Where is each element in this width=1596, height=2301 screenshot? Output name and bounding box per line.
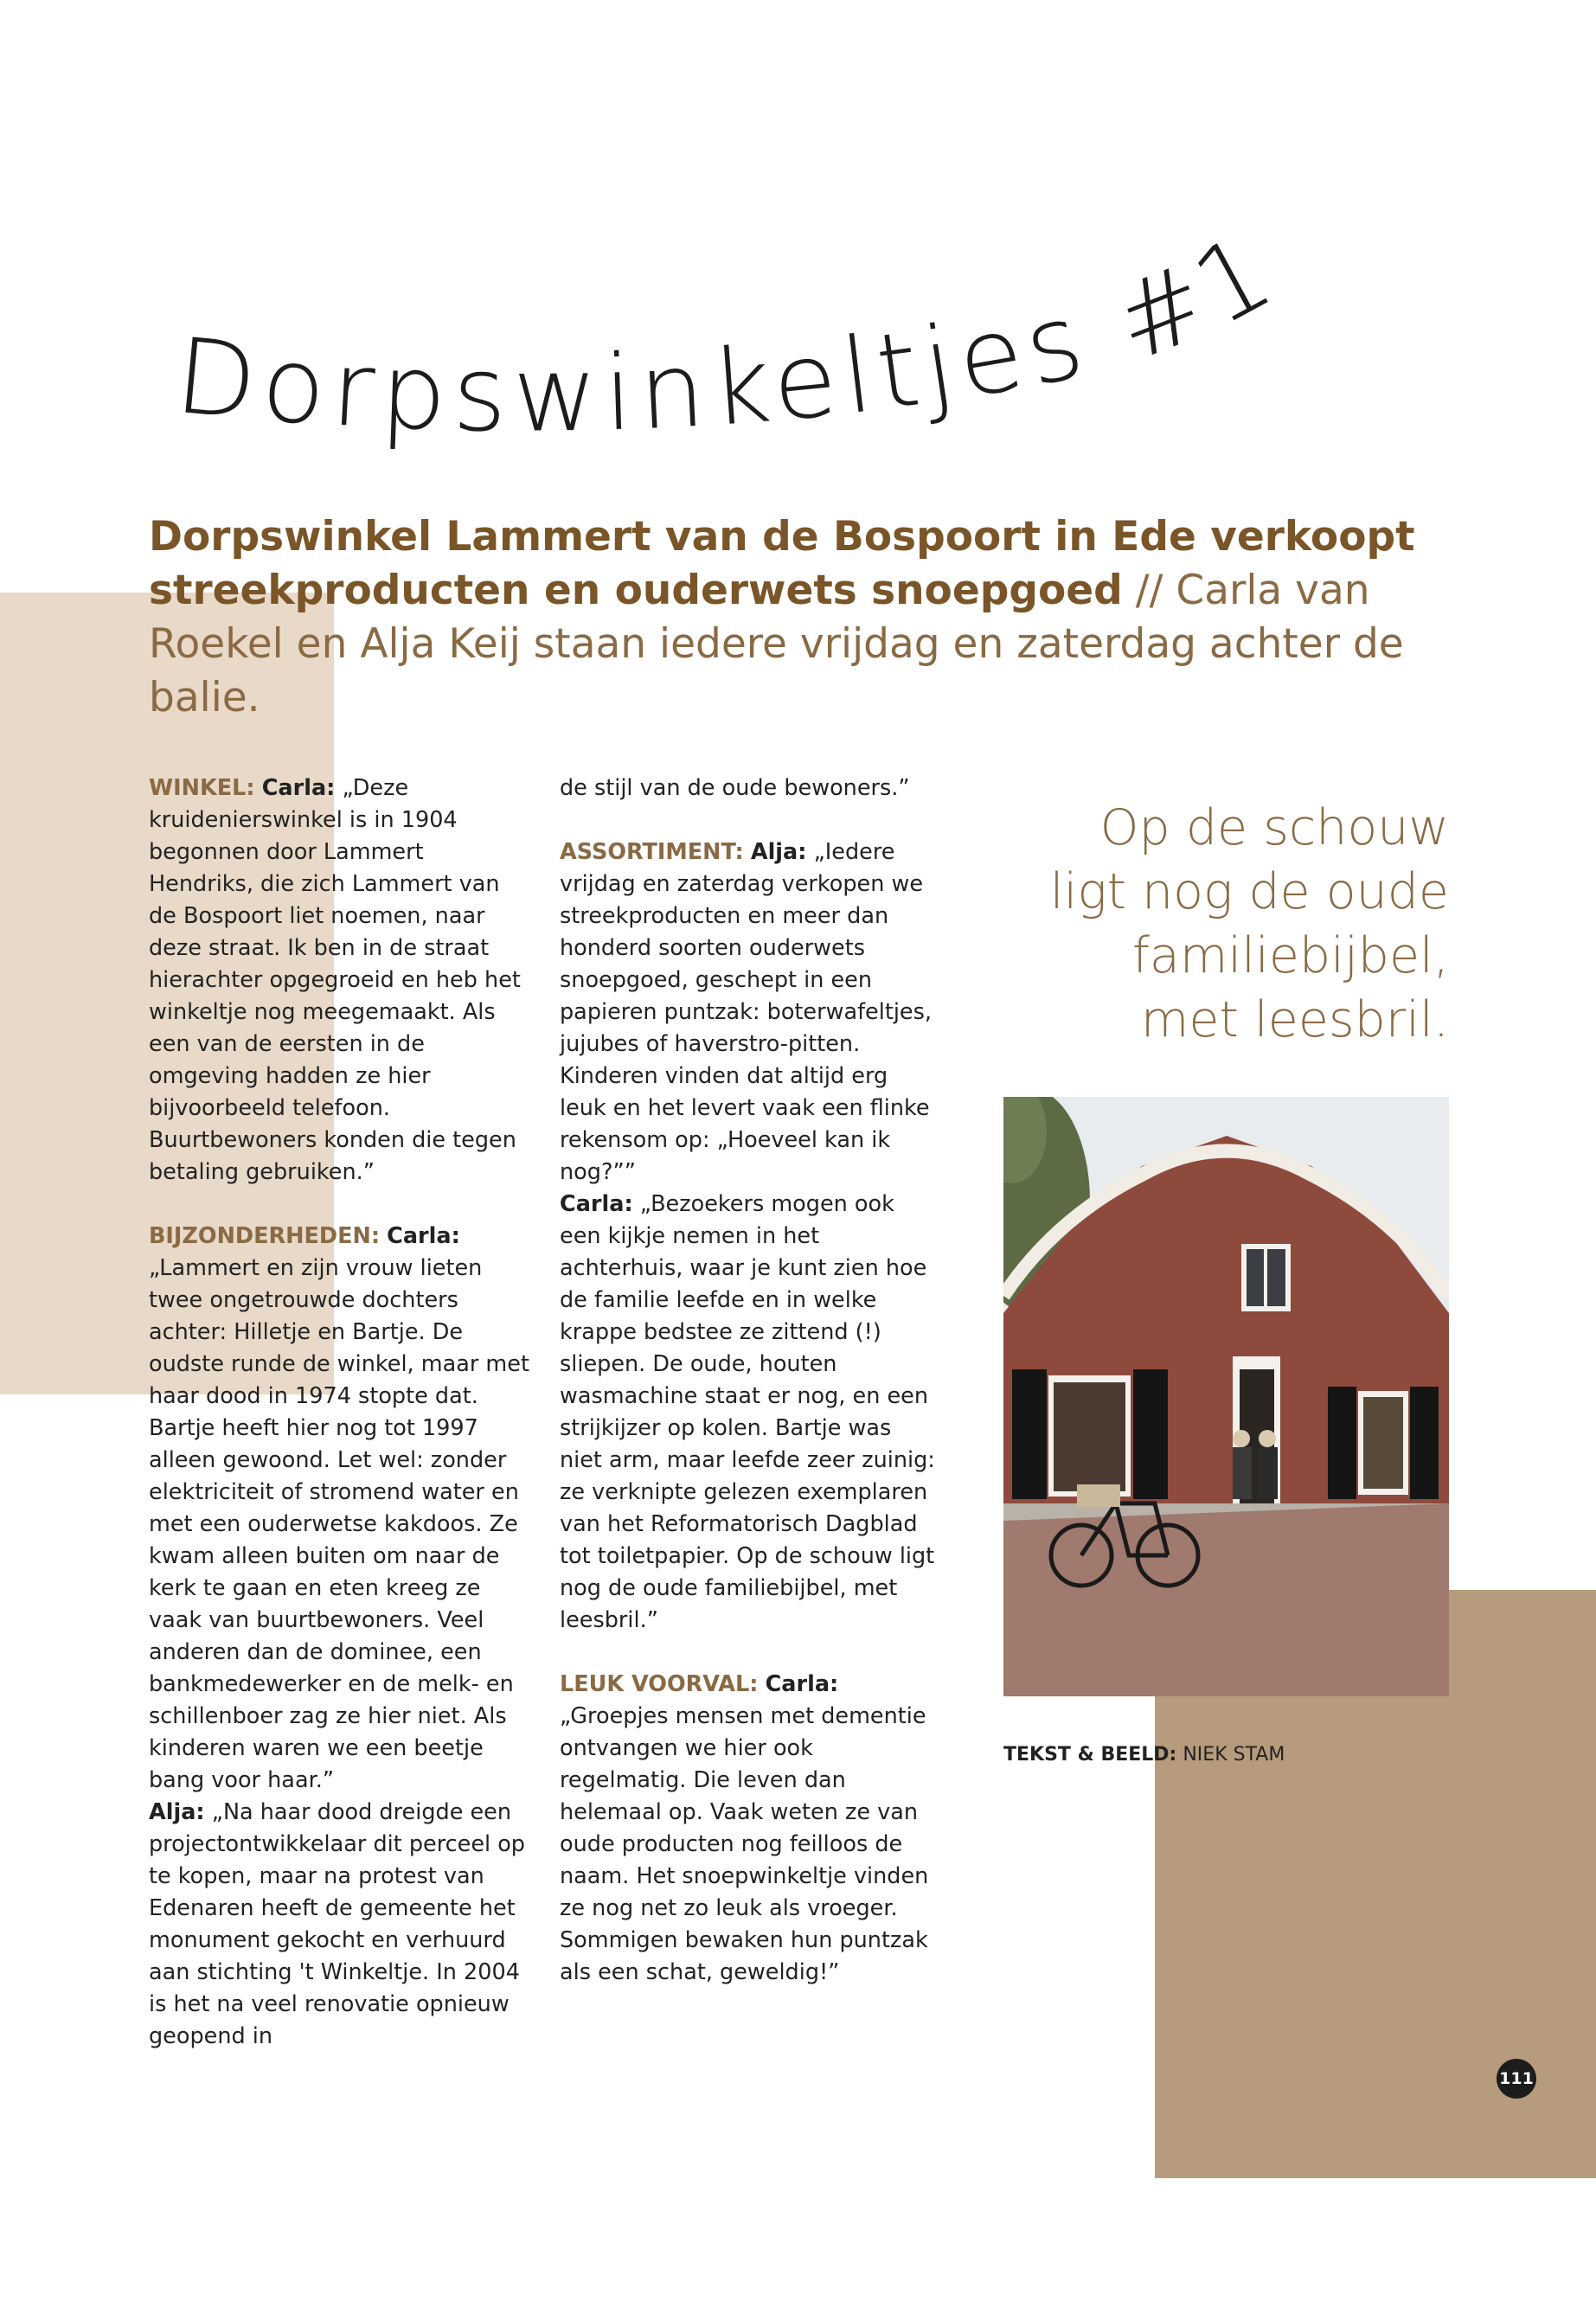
speaker-name: Carla: <box>560 1191 633 1217</box>
section-leuk-voorval <box>560 1669 940 1989</box>
article-column-2 <box>560 772 940 2021</box>
credit-label: TEKST & BEELD: <box>1003 1744 1177 1766</box>
section-winkel <box>149 772 529 1189</box>
section-bijzonderheden <box>149 1221 529 2053</box>
section-head: ASSORTIMENT: <box>560 839 744 865</box>
section-text: „Iedere vrijdag en zaterdag verkopen we streekproducten en meer dan honderd soorten ouderwets snoepgoed, geschept in een papieren puntzak: boterwafeltjes, jujubes of haverstro-pitten. Kinderen vinden dat altijd erg leuk en het levert vaak een flinke rekensom op: „Hoeveel kan ik nog?”” <box>560 839 932 1185</box>
continuation-text: de stijl van de oude bewoners.” <box>560 775 910 801</box>
page-title-text: Dorpswinkeltjes #1 <box>170 208 1297 456</box>
section-text: „Na haar dood dreigde een projectontwikkelaar dit perceel op te kopen, maar na protest van Edenaren heeft de gemeente het monument gekocht en verhuurd aan stichting 't Winkeltje. In 2004 is het na veel renovatie opnieuw geopend in <box>149 1799 525 2049</box>
credit-name: NIEK STAM <box>1183 1744 1285 1766</box>
speaker-name: Alja: <box>750 839 807 865</box>
lead-bold: Dorpswinkel Lammert van de Bospoort in Ede verkoopt streekproducten en ouderwets snoepgoed <box>149 513 1415 614</box>
section-assortiment <box>560 836 940 1637</box>
section-text: „Groepjes mensen met dementie ontvangen we hier ook regelmatig. Die leven dan helemaal op. Vaak weten ze van oude producten nog feilloos de naam. Het snoepwinkeltje vinden ze nog net zo leuk als vroeger. Sommigen bewaken hun puntzak als een schat, geweldig!” <box>560 1703 929 1985</box>
section-text: „Bezoekers mogen ook een kijkje nemen in het achterhuis, waar je kunt zien hoe de familie leefde en in welke krappe bedstee ze zittend (!) sliepen. De oude, houten wasmachine staat er nog, en een strijkijzer op kolen. Bartje was niet arm, maar leefde zeer zuinig: ze verknipte gelezen exemplaren van het Reformatorisch Dagblad tot toiletpapier. Op de schouw ligt nog de oude familiebijbel, met leesbril.” <box>560 1191 935 1633</box>
page-number: 111 <box>1497 2059 1536 2099</box>
lead-separator: // <box>1135 567 1163 614</box>
section-text: „Deze kruidenierswinkel is in 1904 begonnen door Lammert Hendriks, die zich Lammert van de Bospoort liet noemen, naar deze straat. Ik ben in de straat hierachter opgegroeid en heb het winkeltje nog meegemaakt. Als een van de eersten in de omgeving hadden ze hier bijvoorbeeld telefoon. Buurtbewoners konden die tegen betaling gebruiken.” <box>149 775 521 1185</box>
speaker-name: Carla: <box>765 1671 839 1697</box>
section-head: LEUK VOORVAL: <box>560 1671 759 1697</box>
lead-text: Carla van Roekel en Alja Keij staan iedere vrijdag en zaterdag achter de balie. <box>149 567 1404 721</box>
speaker-name: Carla: <box>387 1223 460 1249</box>
photo-credit <box>1003 1744 1285 1766</box>
shop-photo <box>1003 1097 1449 1696</box>
speaker-name: Alja: <box>149 1799 205 1825</box>
section-head: WINKEL: <box>149 775 255 801</box>
section-text: „Lammert en zijn vrouw lieten twee ongetrouwde dochters achter: Hilletje en Bartje. De oudste runde de winkel, maar met haar dood in 1974 stopte dat. Bartje heeft hier nog tot 1997 alleen gewoond. Let wel: zonder elektriciteit of stromend water en met een ouderwetse kakdoos. Ze kwam alleen buiten om naar de kerk te gaan en eten kreeg ze vaak van buurtbewoners. Veel anderen dan de dominee, een bankmedewerker en de melk- en schillenboer zag ze hier niet. Als kinderen waren we een beetje bang voor haar.” <box>149 1255 529 1793</box>
pull-quote: Op de schouw ligt nog de oude familiebijbel, met leesbril. <box>1049 799 1449 1048</box>
speaker-name: Carla: <box>261 775 336 801</box>
svg-text:Dorpswinkeltjes #1 <box>170 209 1297 456</box>
section-head: BIJZONDERHEDEN: <box>149 1223 381 1249</box>
article-column-1 <box>149 772 529 2085</box>
page-title <box>170 208 1298 480</box>
lead-paragraph <box>149 510 1481 725</box>
